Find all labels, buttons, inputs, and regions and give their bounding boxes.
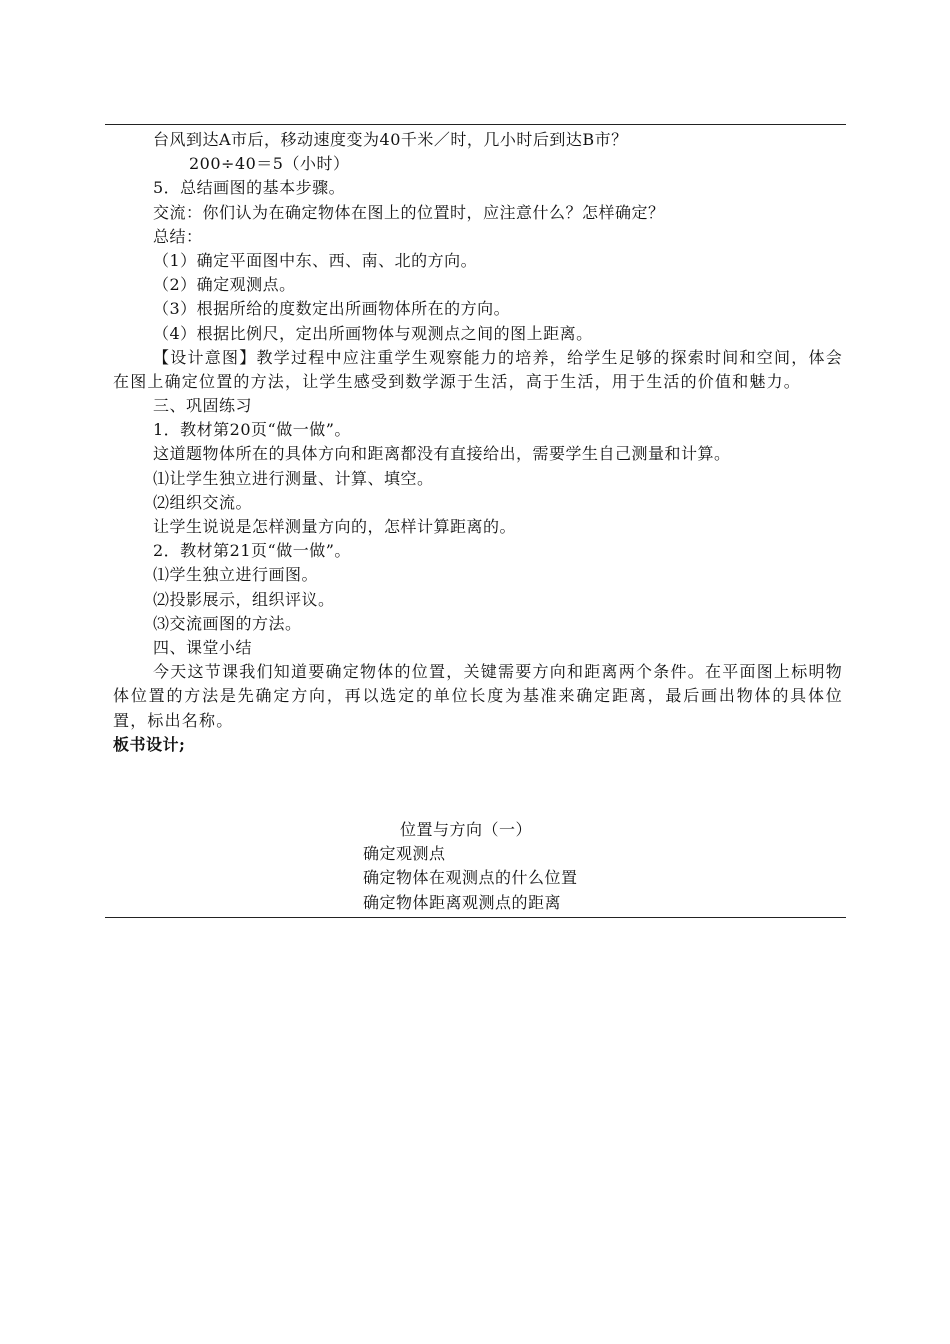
text-line: 让学生说说是怎样测量方向的，怎样计算距离的。: [153, 517, 517, 537]
step-heading: 5．总结画图的基本步骤。: [153, 178, 346, 198]
list-item: （4）根据比例尺，定出所画物体与观测点之间的图上距离。: [153, 323, 593, 343]
board-design-heading: 板书设计;: [113, 734, 186, 754]
board-title: 位置与方向（一）: [400, 820, 533, 839]
list-item: ⑵组织交流。: [153, 492, 253, 512]
board-item: 确定物体在观测点的什么位置: [363, 868, 578, 888]
bottom-rule: [105, 917, 846, 918]
text-line: 交流：你们认为在确定物体在图上的位置时，应注意什么？怎样确定？: [153, 202, 665, 222]
board-design: [363, 818, 578, 915]
list-item: ⑵投影展示，组织评议。: [153, 589, 335, 609]
section-heading: 三、巩固练习: [153, 396, 253, 416]
text-line: 总结：: [153, 226, 203, 246]
design-intent-paragraph: 【设计意图】教学过程中应注重学生观察能力的培养，给学生足够的探索时间和空间，体会在图上确定位置的方法，让学生感受到数学源于生活，高于生活，用于生活的价值和魅力。: [113, 347, 843, 391]
document-body: [113, 128, 843, 757]
list-item: （2）确定观测点。: [153, 275, 296, 295]
text-line: 这道题物体所在的具体方向和距离都没有直接给出，需要学生自己测量和计算。: [153, 444, 731, 464]
list-item: ⑴学生独立进行画图。: [153, 565, 319, 585]
text-line: 台风到达A市后，移动速度变为40千米／时，几小时后到达B市？: [153, 130, 628, 149]
step-heading: 1．教材第20页“做一做”。: [153, 420, 351, 440]
calculation-line: 200÷40＝5（小时）: [189, 154, 350, 174]
list-item: （1）确定平面图中东、西、南、北的方向。: [153, 250, 478, 270]
section-heading: 四、课堂小结: [153, 637, 253, 657]
list-item: （3）根据所给的度数定出所画物体所在的方向。: [153, 299, 511, 319]
summary-paragraph: 今天这节课我们知道要确定物体的位置，关键需要方向和距离两个条件。在平面图上标明物体位置的方法是先确定方向，再以选定的单位长度为基准来确定距离，最后画出物体的具体位置，标出名称。: [113, 662, 843, 730]
list-item: ⑶交流画图的方法。: [153, 613, 302, 633]
list-item: ⑴让学生独立进行测量、计算、填空。: [153, 468, 434, 488]
board-item: 确定物体距离观测点的距离: [363, 892, 562, 912]
top-rule: [105, 124, 846, 125]
step-heading: 2．教材第21页“做一做”。: [153, 541, 351, 561]
board-item: 确定观测点: [363, 844, 446, 864]
